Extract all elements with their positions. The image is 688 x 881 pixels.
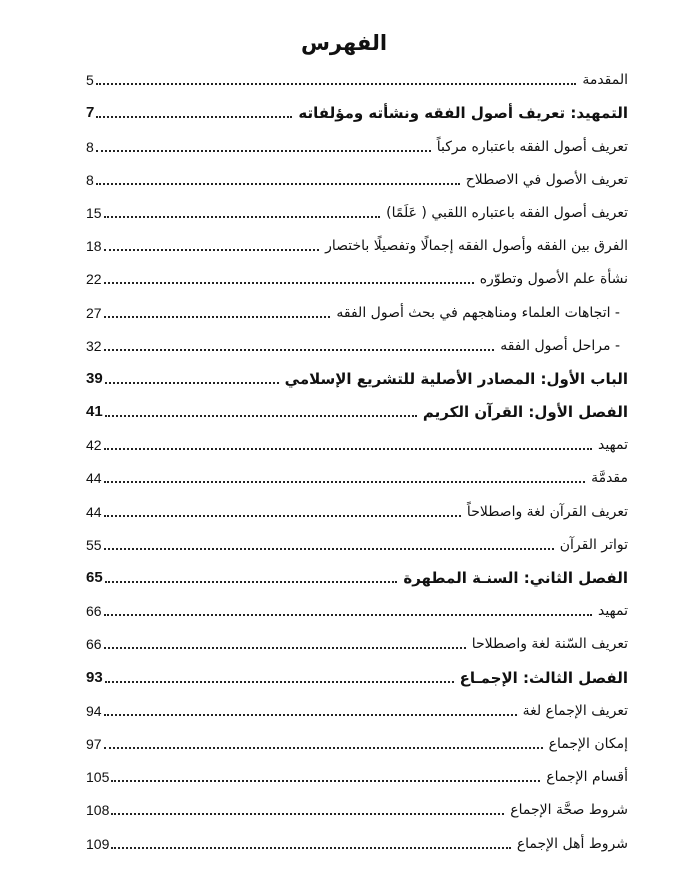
toc-entry-page-number: 41 [86,403,103,421]
toc-entry-title: إمكان الإجماع [548,735,628,752]
toc-entry-page-number: 97 [86,735,102,752]
toc-entry-page-number: 39 [86,369,103,387]
toc-entry-title: تعريف القرآن لغة واصطلاحاً [466,503,628,520]
toc-entry-page-number: 65 [86,569,103,586]
toc-entry-title: الفصل الأول: القرآن الكريم [422,403,628,422]
dot-leader [105,681,454,683]
toc-entry-page-number: 8 [86,138,94,155]
toc-entry-page-number: 93 [86,668,103,686]
toc-entry [86,93,628,126]
toc-entry [86,691,628,724]
dot-leader [96,183,460,185]
toc-entry-title: الباب الأول: المصادر الأصلية للتشريع الإسلامي [284,369,628,388]
toc-entry-title: الفصل الثاني: السنـة المطهرة [403,569,628,587]
dot-leader [104,448,592,450]
toc-entry-title: تعريف السّنة لغة واصطلاحا [471,636,628,653]
dot-leader [104,349,495,351]
toc-entry-page-number: 44 [86,470,102,487]
toc-entry-title: نشأة علم الأصول وتطوّره [479,271,628,288]
dot-leader [104,747,543,749]
dot-leader [104,548,554,550]
toc-entry-title: تعريف الأصول في الاصطلاح [465,171,628,188]
dot-leader [105,382,279,384]
table-of-contents [86,60,628,857]
toc-entry-page-number: 44 [86,503,102,520]
toc-entry-page-number: 66 [86,603,102,620]
toc-entry-title: - اتجاهات العلماء ومناهجهم في بحث أصول الفقه [336,304,620,321]
toc-entry [86,359,628,392]
dot-leader [104,714,517,716]
dot-leader [105,415,417,417]
toc-entry-page-number: 105 [86,769,110,786]
toc-entry-title: تعريف أصول الفقه باعتباره مركباً [436,138,628,155]
toc-entry-page-number: 8 [86,171,94,188]
toc-entry-title: - مراحل أصول الفقه [500,337,620,354]
toc-entry [86,60,628,93]
toc-entry-title: أقسام الإجماع [546,769,628,786]
toc-entry-title: تواتر القرآن [559,536,628,553]
dot-leader [104,316,331,318]
toc-entry-title: تعريف الإجماع لغة [522,702,628,719]
toc-entry-page-number: 94 [86,702,102,719]
toc-entry-title: شروط صحَّة الإجماع [510,802,628,819]
dot-leader [96,83,577,85]
dot-leader [105,581,398,583]
toc-entry-title: الفصل الثالث: الإجمـاع [459,668,628,687]
toc-entry-title: التمهيد: تعريف أصول الفقه ونشأته ومؤلفاته [298,104,628,123]
toc-entry [86,491,628,524]
dot-leader [96,116,292,118]
toc-entry-page-number: 42 [86,437,102,454]
dot-leader [111,813,504,815]
toc-entry-title: مقدمَّة [591,470,628,487]
dot-leader [104,216,381,218]
dot-leader [111,780,540,782]
toc-entry-page-number: 15 [86,204,102,221]
toc-entry [86,292,628,325]
toc-entry [86,226,628,259]
dot-leader [104,515,461,517]
toc-entry [86,823,628,856]
dot-leader [104,647,466,649]
dot-leader [96,150,431,152]
dot-leader [104,282,474,284]
toc-entry-title: تعريف أصول الفقه باعتباره اللقبي ( عَلَمًا) [386,204,628,221]
toc-entry-title: تمهيد [597,437,628,454]
toc-entry [86,193,628,226]
toc-entry [86,458,628,491]
toc-entry [86,558,628,591]
toc-entry-page-number: 55 [86,536,102,553]
toc-entry-page-number: 66 [86,636,102,653]
page-title: الفهرس [300,31,388,55]
toc-entry [86,525,628,558]
toc-entry-title: شروط أهل الإجماع [516,835,628,852]
toc-entry [86,392,628,425]
toc-entry-page-number: 108 [86,802,110,819]
toc-entry-title: المقدمة [582,72,628,89]
toc-entry [86,657,628,690]
toc-entry-page-number: 5 [86,72,94,89]
dot-leader [104,481,585,483]
toc-entry [86,624,628,657]
toc-entry [86,126,628,159]
dot-leader [104,249,320,251]
toc-entry [86,724,628,757]
toc-entry-page-number: 22 [86,271,102,288]
toc-entry-page-number: 7 [86,104,95,122]
toc-entry-title: تمهيد [597,603,628,620]
toc-entry-page-number: 109 [86,835,110,852]
toc-entry-page-number: 27 [86,304,102,321]
toc-entry [86,425,628,458]
dot-leader [111,847,510,849]
toc-entry [86,326,628,359]
toc-entry [86,259,628,292]
dot-leader [104,614,592,616]
toc-entry [86,160,628,193]
toc-entry-page-number: 18 [86,238,102,255]
toc-entry [86,757,628,790]
toc-entry-page-number: 32 [86,337,102,354]
toc-entry [86,790,628,823]
toc-entry [86,591,628,624]
toc-entry-title: الفرق بين الفقه وأصول الفقه إجمالًا وتفصيلًا باختصار [325,238,628,255]
